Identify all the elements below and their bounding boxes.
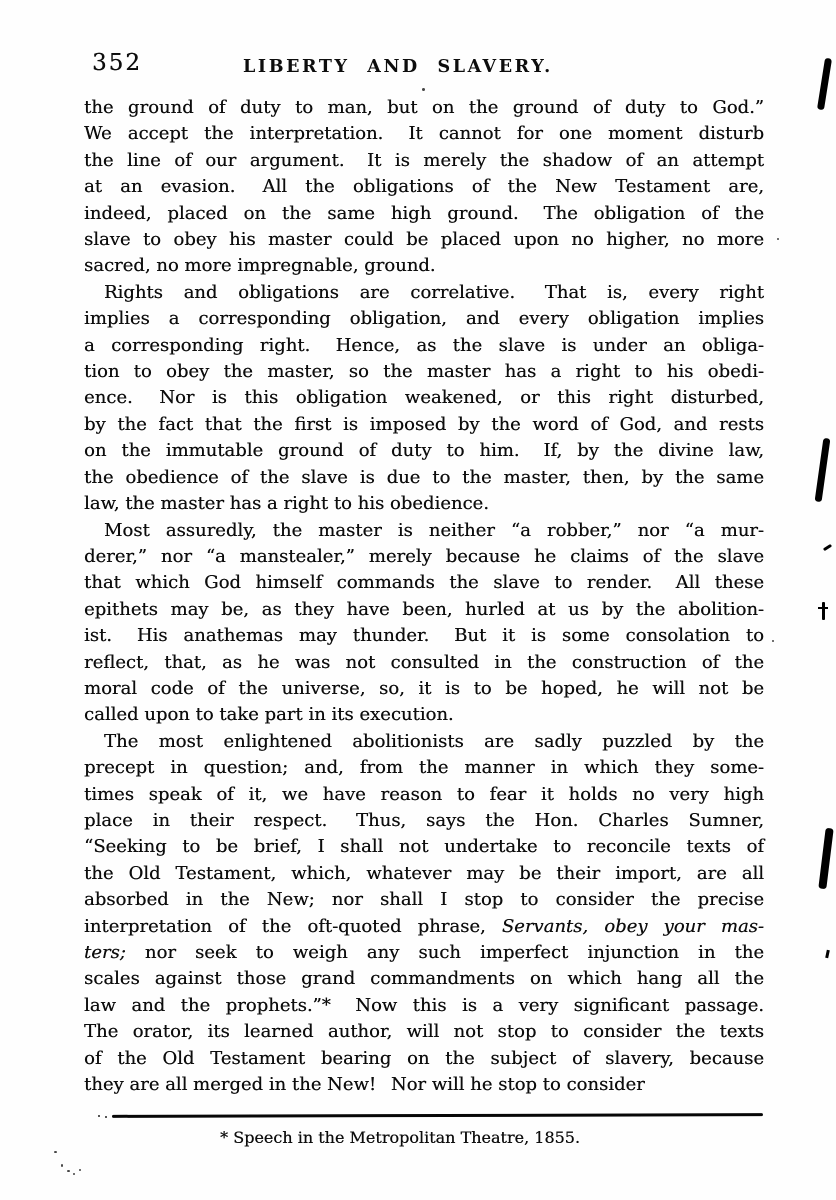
text-line: ence. Nor is this obligation weakened, or this right disturbed, [84, 387, 764, 409]
running-title: LIBERTY AND SLAVERY. [243, 57, 553, 77]
text-line: derer,” nor “a manstealer,” merely because he claims of the slave [84, 545, 764, 567]
footnote: * Speech in the Metropolitan Theatre, 1855. [220, 1128, 580, 1147]
text-line: ters; nor seek to weigh any such imperfect injunction in the [84, 942, 764, 963]
text-line: on the immutable ground of duty to him. If, by the divine law, [84, 440, 764, 462]
scan-speck [772, 640, 774, 642]
text-line: by the fact that the first is imposed by the word of God, and rests [84, 413, 764, 435]
text-line: law, the master has a right to his obedience. [84, 493, 489, 515]
text-line: epithets may be, as they have been, hurled at us by the abolition- [84, 598, 764, 620]
text-line: place in their respect. Thus, says the Hon. Charles Sumner, [84, 809, 764, 831]
text-line: The orator, its learned author, will not stop to consider the texts [84, 1021, 764, 1043]
page-body [84, 95, 764, 1098]
text-line: precept in question; and, from the manner in which they some- [84, 757, 764, 779]
paragraph [84, 518, 764, 729]
scan-speck [79, 1169, 81, 1171]
ink-smudge [818, 828, 833, 890]
text-line: that which God himself commands the slave to render. All these [84, 572, 764, 594]
scan-speck [61, 1164, 63, 1167]
text-line: a corresponding right. Hence, as the slave is under an obliga- [84, 334, 764, 356]
text-line: called upon to take part in its execution. [84, 704, 454, 726]
paragraph [84, 280, 764, 518]
text-line: the ground of duty to man, but on the ground of duty to God.” [84, 97, 764, 118]
ink-smudge [823, 544, 832, 551]
text-line: Rights and obligations are correlative. That is, every right [104, 281, 764, 303]
scan-speck [67, 1170, 70, 1172]
ink-smudge [822, 602, 825, 620]
text-line: tion to obey the master, so the master has a right to his obedi- [84, 361, 764, 383]
text-line: times speak of it, we have reason to fear it holds no very high [84, 783, 764, 805]
page-number: 352 [92, 50, 142, 76]
scan-speck [98, 1115, 100, 1117]
text-line: Most assuredly, the master is neither “a robber,” nor “a mur- [104, 519, 764, 541]
text-line: the line of our argument. It is merely the shadow of an attempt [84, 149, 764, 171]
text-line: at an evasion. All the obligations of the New Testament are, [84, 176, 764, 198]
text-line: they are all merged in the New! Nor will he stop to consider [84, 1074, 645, 1096]
ink-smudge [825, 950, 830, 958]
text-line: ist. His anathemas may thunder. But it is some consolation to [84, 625, 764, 647]
text-line: sacred, no more impregnable, ground. [84, 255, 436, 277]
text-line: the Old Testament, which, whatever may be their import, are all [84, 862, 764, 884]
paragraph [84, 95, 764, 280]
paragraph [84, 729, 764, 1099]
scan-speck [422, 88, 425, 91]
footnote-rule [112, 1113, 763, 1118]
scan-speck [54, 1151, 57, 1153]
text-line: scales against those grand commandments on which hang all the [84, 968, 764, 990]
text-line: absorbed in the New; nor shall I stop to consider the precise [84, 889, 764, 911]
scan-speck [105, 1116, 107, 1118]
text-line: reflect, that, as he was not consulted in the construction of the [84, 651, 764, 673]
text-line: indeed, placed on the same high ground. The obligation of the [84, 202, 764, 224]
ink-smudge [817, 58, 832, 110]
text-line: slave to obey his master could be placed upon no higher, no more [84, 229, 764, 251]
text-line: interpretation of the oft-quoted phrase, Servants, obey your mas- [84, 915, 764, 937]
text-line: The most enlightened abolitionists are sadly puzzled by the [104, 730, 764, 752]
text-line: moral code of the universe, so, it is to be hoped, he will not be [84, 677, 764, 699]
scan-speck [777, 238, 779, 240]
text-line: “Seeking to be brief, I shall not undertake to reconcile texts of [84, 836, 764, 858]
text-line: law and the prophets.”* Now this is a very significant passage. [84, 994, 764, 1016]
scan-speck [73, 1173, 75, 1175]
text-line: implies a corresponding obligation, and every obligation implies [84, 308, 764, 330]
text-line: the obedience of the slave is due to the master, then, by the same [84, 466, 764, 488]
ink-smudge [815, 438, 831, 502]
text-line: of the Old Testament bearing on the subject of slavery, because [84, 1047, 764, 1069]
ink-smudge [818, 607, 828, 609]
text-line: We accept the interpretation. It cannot for one moment disturb [84, 123, 764, 145]
